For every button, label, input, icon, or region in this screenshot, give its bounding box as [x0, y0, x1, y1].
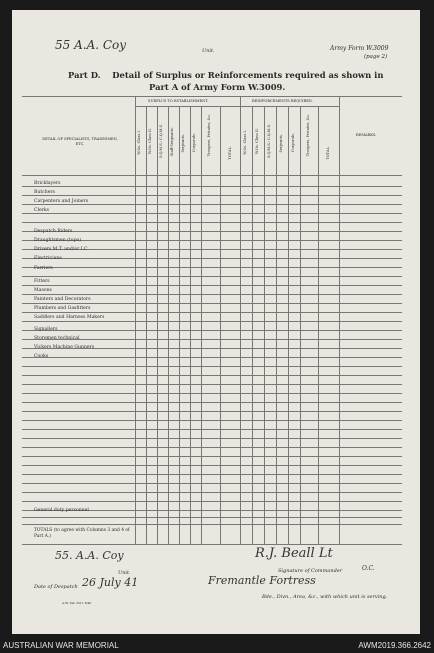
rcol-corporals: Corporals. — [291, 133, 295, 153]
row-vickers: Vickers Machine Gunners — [34, 345, 95, 350]
formation-handwritten: Fremantle Fortress — [208, 574, 316, 587]
row-storemen: Storemen technical — [34, 336, 80, 341]
row-despatch-riders: Despatch Riders — [34, 229, 73, 234]
rcol-sqms: S.Q.M.S.: C.Q.M.S. — [267, 124, 271, 159]
col-total: TOTAL. — [228, 146, 232, 160]
rcol-wo-class-2: W.Os. Class II. — [255, 128, 259, 155]
row-general-duty: General duty personnel — [34, 508, 89, 513]
remarks-header: REMARKS. — [356, 133, 377, 137]
row-drivers: Drivers M.T. and/or I.C. — [34, 247, 89, 252]
row-cooks: Cooks — [34, 354, 49, 359]
col-wo-class-1: W.Os. Class I. — [137, 130, 141, 155]
rcol-serjeants: Serjeants. — [279, 134, 283, 153]
rcol-troopers: Troopers, Privates, &c. — [306, 114, 310, 157]
col-corporals: Corporals. — [192, 133, 196, 153]
page-number: (page 2) — [364, 54, 388, 60]
despatch-date-handwritten: 26 July 41 — [82, 576, 139, 589]
signature-handwritten: R.J. Beall Lt — [255, 546, 333, 561]
row-butchers: Butchers — [34, 190, 55, 195]
unit-handwritten: 55 A.A. Coy — [55, 38, 127, 52]
formation-label: Bde., Divn., Area, &c., with which unit is serving. — [262, 594, 388, 600]
row-farriers: Farriers — [34, 266, 53, 271]
row-plumbers: Plumbers and Gasfitters — [34, 306, 91, 311]
row-bricklayers: Bricklayers — [34, 181, 61, 186]
row-painters: Painters and Decorators — [34, 297, 91, 302]
title-line-2: Part A of Army Form W.3009. — [149, 82, 286, 92]
row-carpenters: Carpenters and Joiners — [34, 199, 89, 204]
signature-suffix: O.C. — [362, 565, 375, 572]
row-saddlers: Saddlers and Harness Makers — [34, 315, 105, 320]
row-fitters: Fitters — [34, 279, 50, 284]
despatch-label: Date of Despatch — [34, 584, 78, 590]
archive-footer — [0, 636, 434, 653]
row-masons: Masons — [34, 288, 52, 293]
title-line-1: Part D. Detail of Surplus or Reinforcements required as shown in — [68, 70, 384, 80]
row-draughtsmen: Draughtsmen (topo) — [34, 238, 82, 243]
bottom-unit-label: Unit. — [118, 570, 131, 576]
form-page — [12, 10, 420, 634]
detail-header: DETAIL OF SPECIALISTS, TRADESMEN, ETC. — [42, 137, 118, 146]
row-signallers: Signallers — [34, 327, 58, 332]
bottom-unit-handwritten: 55. A.A. Coy — [55, 549, 124, 562]
form-number: Army Form W.3009 — [330, 45, 389, 52]
totals-label: TOTALS (to agree with Columns 3 and 4 of Part A.) — [34, 528, 130, 539]
footer-accession: AWM2019.366.2642 — [358, 641, 431, 650]
unit-label: Unit. — [202, 48, 215, 54]
row-electricians: Electricians — [34, 256, 62, 261]
row-clerks: Clerks — [34, 208, 50, 213]
reinforcements-header: REINFORCEMENTS REQUIRED. — [252, 99, 313, 103]
col-sqms: S.Q.M.S.: C.Q.M.S. — [159, 124, 163, 159]
rcol-total: TOTAL. — [326, 146, 330, 160]
col-wo-class-2: W.Os. Class II. — [148, 128, 152, 155]
printer-note: A.W. Tab 3311 8/40 — [62, 601, 92, 605]
surplus-header: SURPLUS TO ESTABLISHMENT. — [148, 99, 209, 103]
col-serjeants: Serjeants. — [181, 134, 185, 153]
col-troopers: Troopers, Privates, &c. — [207, 114, 211, 157]
signature-label: Signature of Commander — [278, 568, 343, 574]
rcol-wo-class-1: W.Os. Class I. — [243, 130, 247, 155]
footer-institution: AUSTRALIAN WAR MEMORIAL — [3, 641, 119, 650]
col-staff-sergeants: Staff-Sergeants. — [170, 127, 174, 157]
